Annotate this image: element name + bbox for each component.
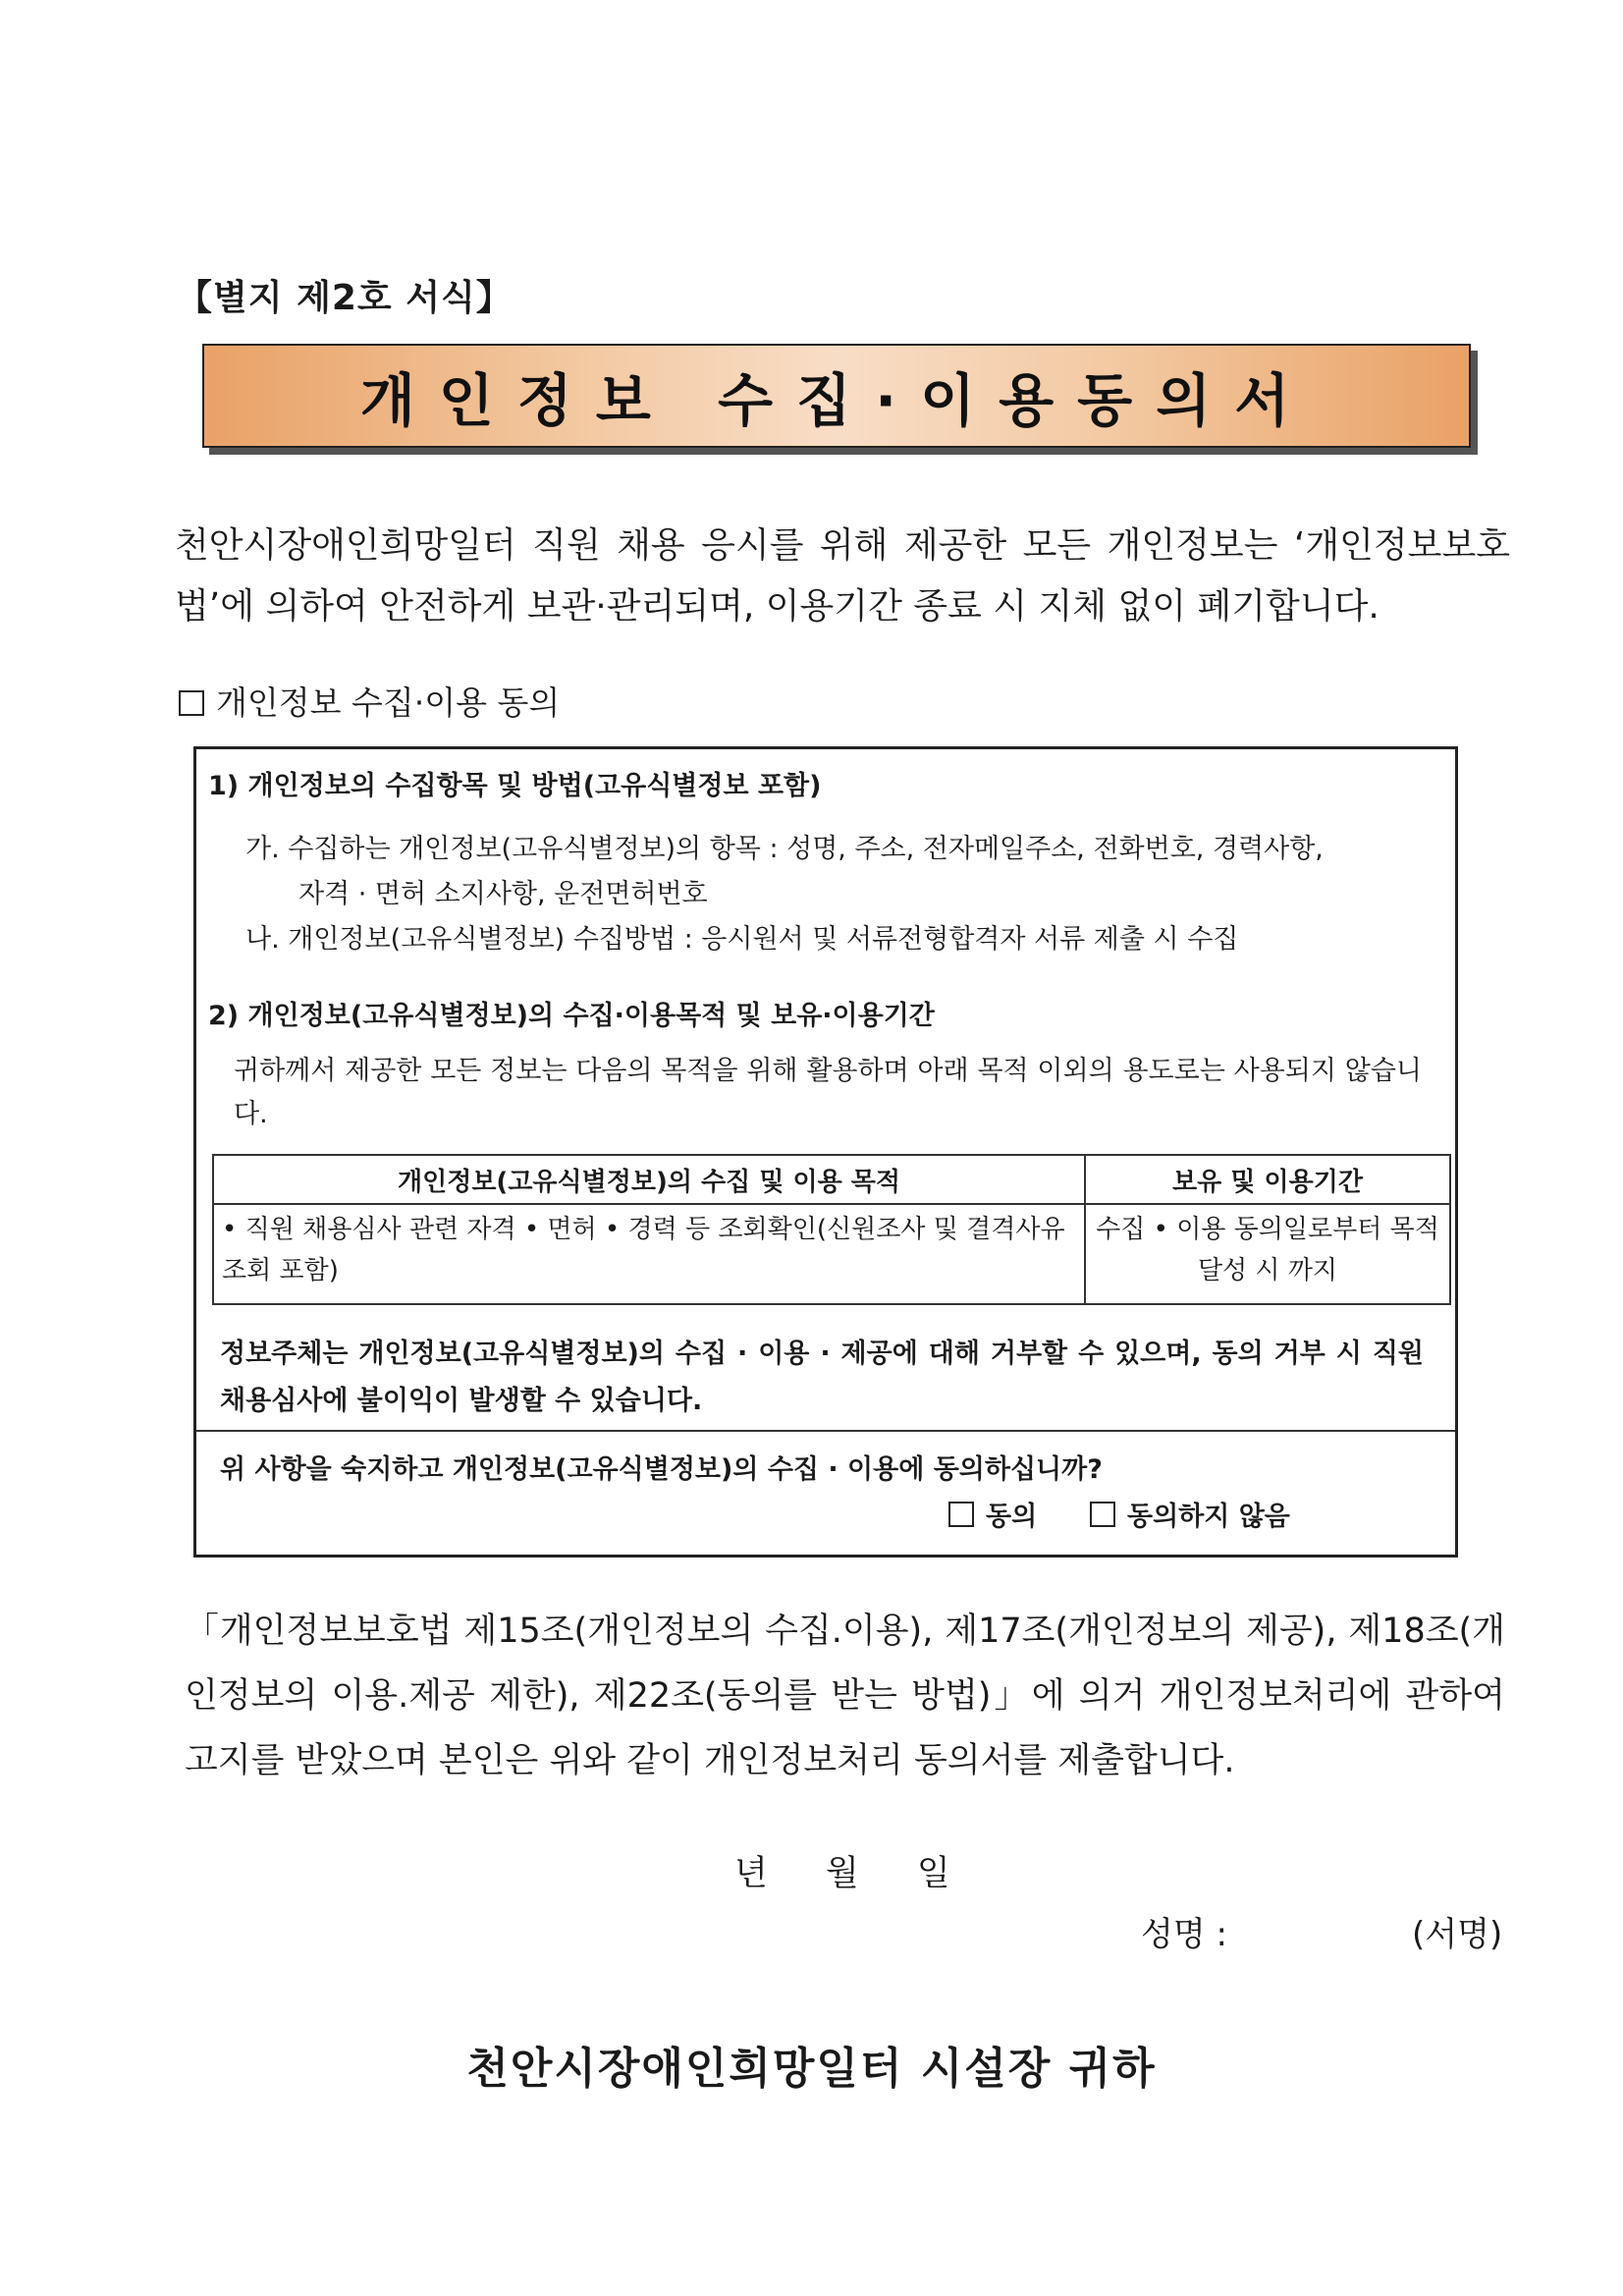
intro-paragraph: 천안시장애인희망일터 직원 채용 응시를 위해 제공한 모든 개인정보는 ‘개인정보보호법’에 의하여 안전하게 보관·관리되며, 이용기간 종료 시 지체 없이 폐기합니다.: [175, 525, 1510, 627]
disagree-option[interactable]: [1090, 1496, 1290, 1539]
section-square-icon: [179, 690, 204, 716]
disagree-checkbox[interactable]: [1090, 1502, 1115, 1527]
agree-label: 동의: [986, 1502, 1038, 1532]
addressee: 천안시장애인희망일터 시설장 귀하: [466, 2044, 1157, 2094]
section-title: [179, 678, 560, 724]
item1-a-cont: 자격 · 면허 소지사항, 운전면허번호: [298, 879, 708, 909]
refusal-notice: 정보주체는 개인정보(고유식별정보)의 수집 · 이용 · 제공에 대해 거부할 수 있으며, 동의 거부 시 직원 채용심사에 불이익이 발생할 수 있습니다.: [220, 1339, 1424, 1416]
purpose-table: [212, 1154, 1451, 1305]
table-header-period: 보유 및 이용기간: [1085, 1155, 1450, 1204]
legal-statement: 「개인정보보호법 제15조(개인정보의 수집.이용), 제17조(개인정보의 제공), 제18조(개인정보의 이용.제공 제한), 제22조(동의를 받는 방법)」에 의거 개인정보처리에 관하여 고지를 받았으며 본인은 위와 같이 개인정보처리 동의서를 제출합니다.: [185, 1612, 1505, 1780]
signature-label: (서명): [1412, 1915, 1503, 1954]
item1-a: 가. 수집하는 개인정보(고유식별정보)의 항목 : 성명, 주소, 전자메일주소, 전화번호, 경력사항,: [245, 834, 1324, 864]
disagree-label: 동의하지 않음: [1127, 1502, 1290, 1532]
page-title: 개인정보 수집·이용동의서: [359, 367, 1314, 434]
table-header-row: [213, 1155, 1450, 1204]
section-title-text: 개인정보 수집·이용 동의: [216, 683, 561, 722]
item2-desc: 귀하께서 제공한 모든 정보는 다음의 목적을 위해 활용하며 아래 목적 이외의 용도로는 사용되지 않습니다.: [234, 1056, 1422, 1129]
title-banner: [202, 344, 1471, 448]
table-cell-period: 수집 • 이용 동의일로부터 목적달성 시 까지: [1085, 1204, 1450, 1304]
name-label: 성명 :: [1141, 1915, 1227, 1954]
item2-title: 2) 개인정보(고유식별정보)의 수집·이용목적 및 보유·이용기간: [208, 1001, 935, 1031]
agree-checkbox[interactable]: [948, 1502, 974, 1527]
item1-title: 1) 개인정보의 수집항목 및 방법(고유식별정보 포함): [208, 771, 822, 801]
table-row: [213, 1204, 1450, 1304]
table-cell-purpose: • 직원 채용심사 관련 자격 • 면허 • 경력 등 조회확인(신원조사 및 결격사유 조회 포함): [213, 1204, 1085, 1304]
consent-question: 위 사항을 숙지하고 개인정보(고유식별정보)의 수집 · 이용에 동의하십니까?: [220, 1454, 1103, 1485]
agree-option[interactable]: [948, 1496, 1037, 1539]
date-line: 년 월 일: [734, 1854, 950, 1893]
consent-box: [193, 746, 1458, 1558]
table-header-purpose: 개인정보(고유식별정보)의 수집 및 이용 목적: [213, 1155, 1085, 1204]
form-label: 【별지 제2호 서식】: [177, 278, 513, 318]
box-divider: [196, 1430, 1455, 1432]
item1-b: 나. 개인정보(고유식별정보) 수집방법 : 응시원서 및 서류전형합격자 서류 제출 시 수집: [245, 924, 1239, 955]
